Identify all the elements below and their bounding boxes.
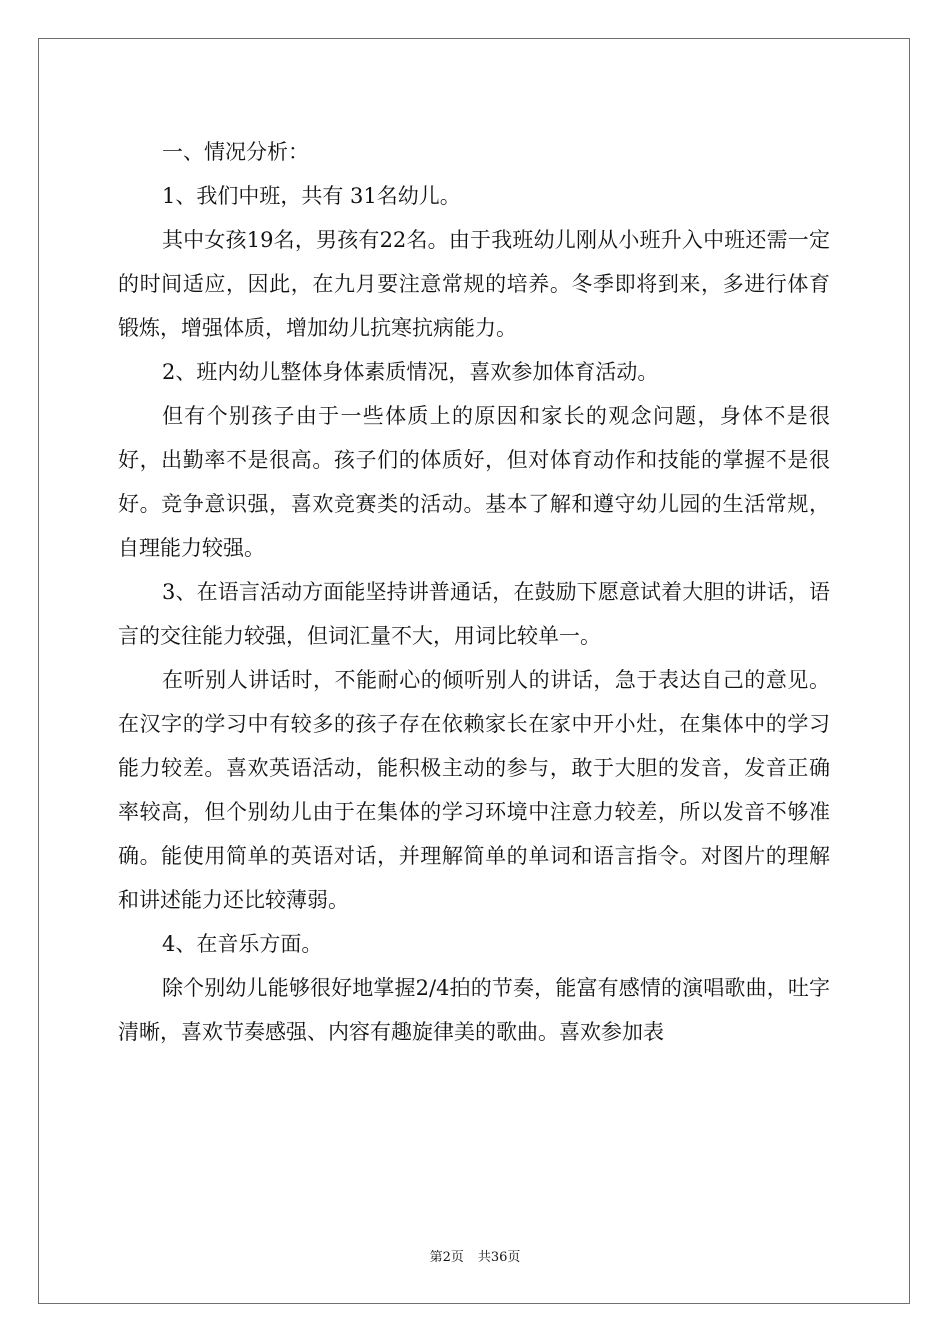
paragraph-section-heading: 一、情况分析： xyxy=(162,140,309,164)
paragraph-item-2-detail: 但有个别孩子由于一些体质上的原因和家长的观念问题，身体不是很好，出勤率不是很高。孩子们的体质好，但对体育动作和技能的掌握不是很好。竞争意识强，喜欢竞赛类的活动。基本了解和遵守幼儿园的生活常规，自理能力较强。 xyxy=(118,404,830,560)
paragraph-item-1-detail: 其中女孩19名，男孩有22名。由于我班幼儿刚从小班升入中班还需一定的时间适应，因此，在九月要注意常规的培养。冬季即将到来，多进行体育锻炼，增强体质，增加幼儿抗寒抗病能力。 xyxy=(118,228,830,340)
page-total: 共36页 xyxy=(477,1250,521,1265)
paragraph-item-4-detail: 除个别幼儿能够很好地掌握2/4拍的节奏，能富有感情的演唱歌曲，吐字清晰，喜欢节奏感强、内容有趣旋律美的歌曲。喜欢参加表 xyxy=(118,976,830,1044)
paragraph-item-3: 3、在语言活动方面能坚持讲普通话，在鼓励下愿意试着大胆的讲话，语言的交往能力较强，但词汇量不大，用词比较单一。 xyxy=(118,580,830,648)
paragraph-item-3-detail: 在听别人讲话时，不能耐心的倾听别人的讲话，急于表达自己的意见。在汉字的学习中有较多的孩子存在依赖家长在家中开小灶，在集体中的学习能力较差。喜欢英语活动，能积极主动的参与，敢于大胆的发音，发音正确率较高，但个别幼儿由于在集体的学习环境中注意力较差，所以发音不够准确。能使用简单的英语对话，并理解简单的单词和语言指令。对图片的理解和讲述能力还比较薄弱。 xyxy=(118,668,830,912)
document-body xyxy=(118,130,830,1054)
page-number: 第2页 xyxy=(429,1250,464,1265)
paragraph-item-2: 2、班内幼儿整体身体素质情况，喜欢参加体育活动。 xyxy=(162,360,659,384)
page-footer xyxy=(0,1246,950,1265)
paragraph-item-1: 1、我们中班，共有 31名幼儿。 xyxy=(162,184,461,208)
paragraph-item-4: 4、在音乐方面。 xyxy=(162,932,323,956)
